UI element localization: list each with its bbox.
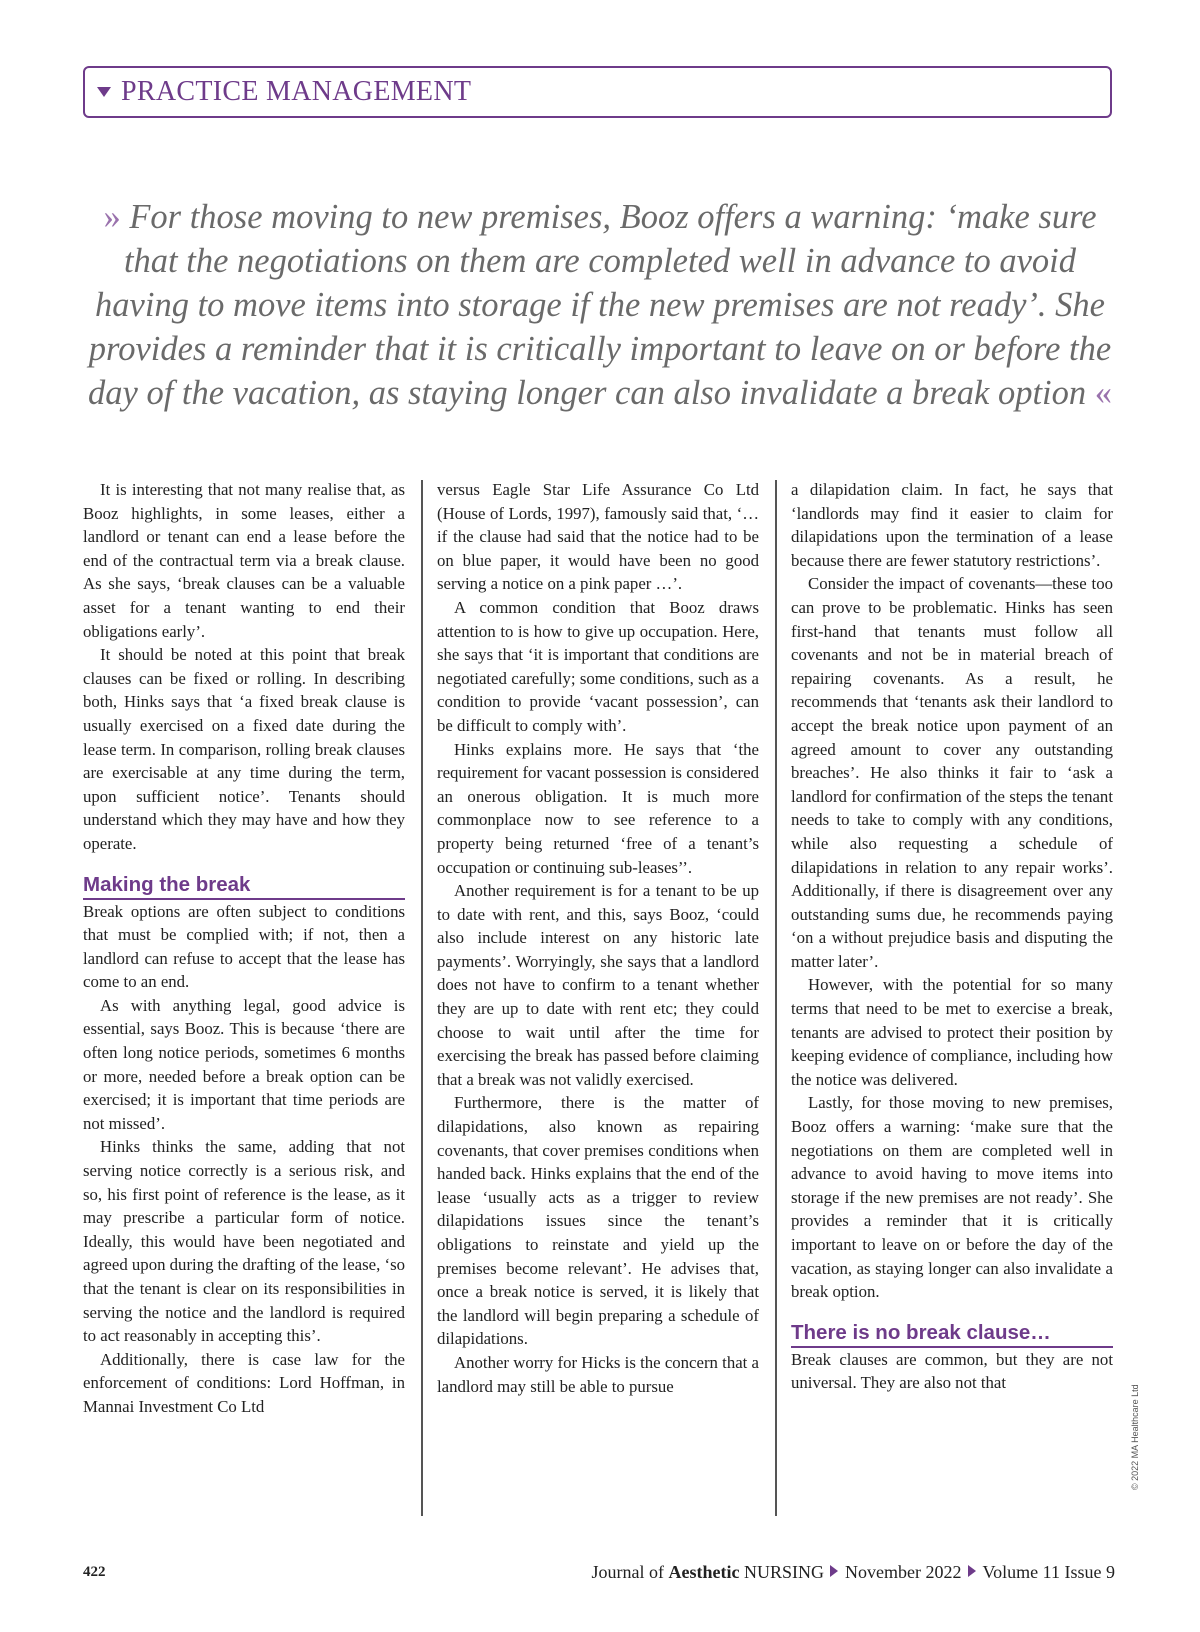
journal-bold: Aesthetic [668, 1562, 740, 1582]
arrow-right-icon [830, 1565, 838, 1577]
pull-quote [80, 195, 1120, 415]
paragraph: However, with the potential for so many terms that need to be met to exercise a break, tenants are advised to protect their position by keeping evidence of compliance, including how the notice was delivered. [791, 975, 1113, 1089]
paragraph: Break options are often subject to conditions that must be complied with; if not, then a landlord can refuse to accept that the lease has come to an end. [83, 901, 405, 992]
section-label: PRACTICE MANAGEMENT [121, 76, 472, 107]
subheading-no-break-clause: There is no break clause… [791, 1321, 1113, 1348]
paragraph: Another worry for Hicks is the concern that a landlord may still be able to pursue [437, 1352, 759, 1396]
subheading-making-the-break: Making the break [83, 873, 405, 900]
paragraph: Lastly, for those moving to new premises, Booz offers a warning: ‘make sure that the negotiations on them are completed well in advance to avoid having to move items into storage if the new premises are not ready’. She provides a reminder that it is critically important to leave on or before the day of the vacation, as staying longer can also invalidate a break option. [791, 1093, 1113, 1302]
volume-issue: Volume 11 Issue 9 [982, 1562, 1115, 1582]
paragraph: Break clauses are common, but they are not universal. They are also not that [791, 1349, 1113, 1393]
paragraph: Hinks explains more. He says that ‘the requirement for vacant possession is considered an onerous obligation. It is much more commonplace now to see reference to a property being returned ‘free of a tenant’s occupation or continuing sub-leases’’. [437, 739, 759, 877]
paragraph: a dilapidation claim. In fact, he says that ‘landlords may find it easier to claim for dilapidations upon the termination of a lease because there are fewer statutory restrictions’. [791, 480, 1113, 570]
triangle-down-icon [97, 87, 111, 97]
paragraph: Consider the impact of covenants—these too can prove to be problematic. Hinks has seen first-hand that tenants must follow all covenants and not be in material breach of repairing covenants. As a result, he recommends that ‘tenants ask their landlord to accept the break notice upon payment of an agreed amount to cover any outstanding breaches’. He also thinks it fair to ‘ask a landlord for confirmation of the steps the tenant needs to take to comply with any conditions, while also requesting a schedule of dilapidations in relation to any repair works’. Additionally, if there is disagreement over any outstanding sums due, he recommends paying ‘on a without prejudice basis and disputing the matter later’. [791, 574, 1113, 971]
page-number: 422 [83, 1564, 106, 1580]
paragraph: A common condition that Booz draws attention to is how to give up occupation. Here, she says that ‘it is important that conditions are negotiated carefully; some conditions, such as a condition to provide ‘vacant possession’, can be difficult to comply with’. [437, 597, 759, 735]
column-divider [421, 480, 423, 1516]
section-header [83, 66, 1112, 118]
paragraph: Hinks thinks the same, adding that not serving notice correctly is a serious risk, and so, his first point of reference is the lease, as it may prescribe a particular form of notice. Ideally, this would have been negotiated and agreed upon during the drafting of the lease, ‘so that the tenant is clear on its responsibilities in serving the notice and the landlord is required to act reasonably in accepting this’. [83, 1137, 405, 1346]
paragraph: Furthermore, there is the matter of dilapidations, also known as repairing covenants, that cover premises conditions when handed back. Hinks explains that the end of the lease ‘usually acts as a trigger to review dilapidations issues since the tenant’s obligations to reinstate and yield up the premises become relevant’. He advises that, once a break notice is served, it is likely that the landlord will begin preparing a schedule of dilapidations. [437, 1093, 759, 1349]
journal-prefix: Journal of [591, 1562, 665, 1582]
quote-open-mark: » [103, 198, 121, 236]
column-divider [775, 480, 777, 1516]
paragraph: versus Eagle Star Life Assurance Co Ltd (House of Lords, 1997), famously said that, ‘… if the clause had said that the notice had to be on blue paper, it would have been no good serving a notice on a pink paper …’. [437, 480, 759, 594]
article-column-1 [83, 478, 405, 1518]
paragraph: Additionally, there is case law for the enforcement of conditions: Lord Hoffman, in Mannai Investment Co Ltd [83, 1349, 405, 1416]
quote-close-mark: « [1094, 374, 1112, 412]
issue-date: November 2022 [845, 1562, 962, 1582]
pull-quote-text: For those moving to new premises, Booz offers a warning: ‘make sure that the negotiations on them are completed well in advance to avoid having to move items into storage if the new premises are not ready’. She provides a reminder that it is critically important to leave on or before the day of the vacation, as staying longer can also invalidate a break option [88, 198, 1112, 412]
journal-footer [592, 1562, 1115, 1583]
paragraph: It should be noted at this point that break clauses can be fixed or rolling. In describing both, Hinks says that ‘a fixed break clause is usually exercised on a fixed date during the lease term. In comparison, rolling break clauses are exercisable at any time during the term, upon sufficient notice’. Tenants should understand which they may have and how they operate. [83, 645, 405, 853]
paragraph: Another requirement is for a tenant to be up to date with rent, and this, says Booz, ‘could also include interest on any historic late payments’. Worryingly, she says that a landlord does not have to confirm to a tenant whether they are up to date with rent etc; they could choose to wait until after the time for exercising the break has passed before claiming that a break was not validly exercised. [437, 881, 759, 1089]
paragraph: It is interesting that not many realise that, as Booz highlights, in some leases, either a landlord or tenant can end a lease before the end of the contractual term via a break clause. As she says, ‘break clauses can be a valuable asset for a tenant wanting to end their obligations early’. [83, 480, 405, 641]
article-column-3 [791, 478, 1113, 1518]
article-column-2 [437, 478, 759, 1518]
journal-suffix: NURSING [744, 1562, 825, 1582]
arrow-right-icon [968, 1565, 976, 1577]
paragraph: As with anything legal, good advice is essential, says Booz. This is because ‘there are often long notice periods, sometimes 6 months or more, needed before a break option can be exercised; it is important that time periods are not missed’. [83, 995, 405, 1133]
copyright-notice: © 2022 MA Healthcare Ltd [1130, 1384, 1140, 1490]
